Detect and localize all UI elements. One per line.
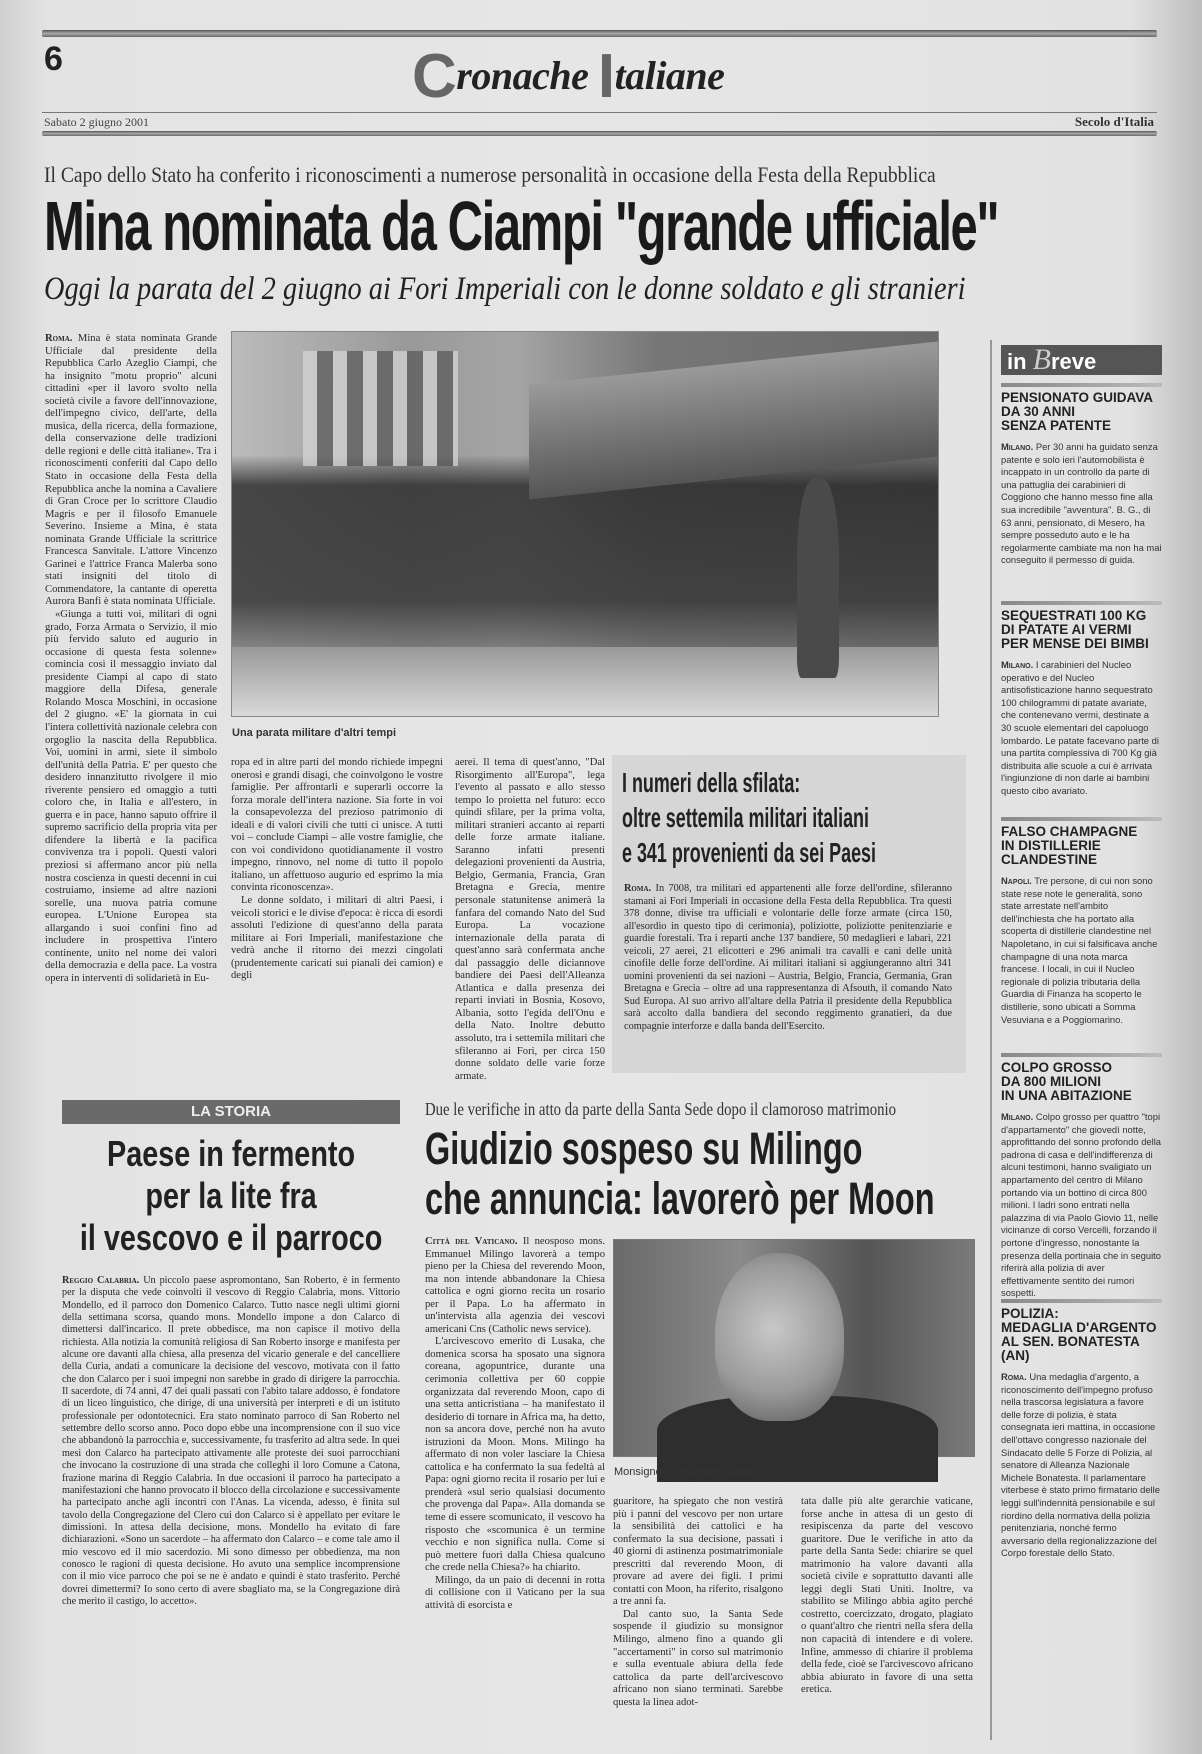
breve-body xyxy=(1001,441,1162,593)
milingo-dateline: Città del Vaticano. xyxy=(425,1236,518,1247)
newspaper-name: Secolo d'Italia xyxy=(1074,114,1154,129)
numbers-dateline: Roma. xyxy=(624,883,652,894)
breve-text: Tre persone, di cui non sono state rese note le generalità, sono state arrestate nell'ambito dell'inchiesta che ha portato alla scoperta di distillerie clandestine nel Napoletano, in cui si falsificava anche champagne di una nota marca francese. I locali, in cui il Nucleo regionale di polizia tributaria della Guardia di Finanza ha scoperto le distillerie, sono ubicati a Somma Vesuviana e a Poggiomarino. xyxy=(1001,875,1158,1025)
lead-column-3 xyxy=(455,757,605,1082)
breve-item xyxy=(1001,383,1162,593)
masthead-word-1: ronache xyxy=(456,53,598,98)
breve-rule xyxy=(1001,383,1162,387)
breve-item xyxy=(1001,601,1162,809)
breve-item xyxy=(1001,1053,1162,1299)
milingo-photo xyxy=(613,1239,975,1457)
header-bottom-rule xyxy=(42,131,1157,136)
milingo-col1-text: Il neosposo mons. Emmanuel Milingo lavorerà a tempo pieno per la Chiesa del reverendo Moon, ma non intende abbandonare la Chiesa cattolica e ogni giorno recita un rosario per il Papa. Lo ha affermato in un'intervista alla agenzia dei vescovi americani Cns (Catholic news service). xyxy=(425,1236,606,1335)
numbers-para xyxy=(624,883,952,1033)
lead-column-1 xyxy=(45,333,217,1073)
lead-col1-para xyxy=(45,333,217,609)
numbers-headline-line: oltre settemila militari italiani xyxy=(622,802,869,833)
issue-date: Sabato 2 giugno 2001 xyxy=(44,115,149,129)
breve-dateline: Milano. xyxy=(1001,659,1034,670)
photo-figure-head xyxy=(715,1253,845,1421)
masthead-cap-i: I xyxy=(597,42,615,111)
breve-headline: SEQUESTRATI 100 KG DI PATATE AI VERMI PER MENSE DEI BIMBI xyxy=(1001,608,1149,651)
story-text: Un piccolo paese aspromontano, San Roberto, è in fermento per la disputa che vede coinvolti il vescovo di Reggio Calabria, mons. Vittorio Mondello, ed il parroco don Domenico Calarco. Tutto nasce negli ultimi giorni della settimana scorsa, quando mons. Mondello impone a don Calarco di dimettersi dall'incarico. Il prete obbedisce, ma non capisce il motivo della richiesta. Alla notizia la comunità religiosa di San Roberto insorge e manifesta per alcune ore davanti alla chiesa, alla presenza del vicario generale e del cancelliere della Curia, andati a comunicare la decisione del vescovo, motivata con il fatto che don Calarco per i suoi impegni non sarebbe in grado di dirigere la parrocchia. Il sacerdote, di 74 anni, 47 dei quali passati con l'abito talare addosso, è fondatore di un liceo linguistico, che dirige, di una università per interpreti e di un istituto professionale per odontotecnici. Era stato nominato parroco di San Roberto nel settembre dello scorso anno. Poco dopo ebbe una incomprensione con il suo vice che abbandonò la parrocchia e, successivamente, fu trasferito ad altra sede. In quei mesi don Calarco ha partecipato attivamente alle proteste dei suoi parrocchiani che invocano la costruzione di una strada che colleghi il loro Comune a Catona, frazione marina di Reggio Calabria. In due occasioni il parroco ha partecipato a manifestazioni che hanno provocato il blocco della circolazione e successivamente ha partecipato anche agli incontri con l'Anas. La vicenda, adesso, è finita sul tavolo della Congregazione del Clero cui don Calarco si è appellato per evitare le dimissioni. In attesa della decisione, mons. Mondello ha evitato di fare dichiarazioni. «Sono un sacerdote – ha affermato don Calarco – e come tale amo il mio vescovo ed il mio sacerdozio. Mi sono dimesso per obbedienza, ma non conosco le ragioni di questa decisione. Ho avuto una semplice incomprensione con il mio vice parroco che poi se ne è andato e quindi è stato trasferito. Perché dovrei dimettermi? Io sono certo di avere sbagliato ma, se la Congregazione dirà che merito il castigo, lo accetto». xyxy=(62,1275,400,1607)
lead-kicker: Il Capo dello Stato ha conferito i riconoscimenti a numerose personalità in occasione della Festa della Repubblica xyxy=(44,162,936,187)
breve-rule xyxy=(1001,601,1162,605)
lead-col2-para: ropa ed in altre parti del mondo richiede impegni onerosi e grandi disagi, che coinvolgono le vostre famiglie. Per affrontarli e superarli occorre la forza morale dell'intera nazione. Sia forte in voi la consapevolezza del prezioso patrimonio di ideali e di valori civili che tutti ci unisce. A tutti voi – conclude Ciampi – alle vostre famiglie, che con voi condividono quotidianamente il vostro impegno, rinnovo, nel nome di tutto il popolo italiano, un affettuoso augurio ed esprimo la mia convinta riconoscenza». xyxy=(231,757,443,894)
milingo-kicker: Due le verifiche in atto da parte della Santa Sede dopo il clamoroso matrimonio xyxy=(425,1099,896,1119)
in-breve-cap: B xyxy=(1032,343,1051,376)
lead-col2-para: Le donne soldato, i militari di altri Paesi, i veicoli storici e le divise d'epoca: è ricca di esordi assoluti l'edizione di quest'anno della parata militare ai Fori Imperiali, manifestazione che vedrà anche il ritorno dei mezzi cingolati (prudentemente caricati sui pianali dei camion) e degli xyxy=(231,895,443,982)
breve-body xyxy=(1001,875,1162,1045)
in-breve-rest: reve xyxy=(1051,349,1097,374)
milingo-col3-para: tata dalle più alte gerarchie vaticane, forse anche in attesa di un gesto di resipiscenza da parte del vescovo guaritore. Due le verifiche in atto da parte della Santa Sede: chiarire se quel matrimonio ha valore davanti alla società civile e soprattutto davanti alle leggi degli Stati Uniti. Inoltre, va stabilito se Milingo abbia agito perché costretto, coercizzato, drogato, plagiato o quant'altro che rientri nella sfera della non capacità di intendere e di volere. Infine, ammesso di chiarire il problema della fede, cioè se l'arcivescovo africano abbia abiurato in favore di una setta eretica. xyxy=(801,1496,973,1696)
top-rule xyxy=(42,30,1157,37)
masthead-word-2: taliane xyxy=(614,53,725,98)
parade-photo-caption: Una parata militare d'altri tempi xyxy=(232,727,396,739)
story-dateline: Reggio Calabria. xyxy=(62,1275,140,1286)
breve-text: Per 30 anni ha guidato senza patente e solo ieri l'automobilista è incappato in un controllo da parte di una pattuglia dei carabinieri di Coggiono che hanno messo fine alla sua incredibile "avventura". B. G., di 63 anni, pensionato, di Mesero, ha sempre posseduto auto e le ha regolarmente cambiate ma non ha mai conseguito il permesso di guida. xyxy=(1001,441,1162,566)
lead-subhead: Oggi la parata del 2 giugno ai Fori Imperiali con le donne soldato e gli stranieri xyxy=(44,271,966,307)
numbers-headline-line: I numeri della sfilata: xyxy=(622,767,801,798)
milingo-column-2 xyxy=(613,1496,783,1706)
breve-dateline: Roma. xyxy=(1001,1371,1027,1382)
lead-col1-text: Mina è stata nominata Grande Ufficiale dal presidente della Repubblica Carlo Azeglio Ciampi, che ha insignito "motu proprio" alcuni cittadini «per il lavoro svolto nella società civile a favore dell'innovazione, dell'impegno civico, dell'arte, della musica, della ricerca, della formazione, della conservazione delle tradizioni delle regioni e delle città italiane». Tra i riconoscimenti conferiti dal Capo dello Stato in occasione della Festa della Repubblica anche la nomina a Cavaliere di Gran Croce per lo scrittore Claudio Magris e per il filosofo Emanuele Severino. Insieme a Mina, è stata nominata Grande Ufficiale la scrittrice Francesca Sanvitale. L'attore Vincenzo Garinei e l'attrice Franca Malerba sono stati insigniti del titolo di Commendatore, la cantante di operetta Aurora Banfi è stata nominata Ufficiale. xyxy=(45,333,218,608)
numbers-box xyxy=(612,755,966,1073)
milingo-column-1 xyxy=(425,1236,605,1706)
milingo-col1-para xyxy=(425,1236,605,1336)
breve-item xyxy=(1001,817,1162,1045)
milingo-headline xyxy=(425,1124,935,1224)
lead-col3-para: aerei. Il tema di quest'anno, "Dal Risorgimento all'Europa", lega l'evento al passato e allo stesso tempo lo proietta nel futuro: ecco quindi sfilare, per la prima volta, militari stranieri accanto ai reparti delle forze armate italiane. Saranno infatti presenti delegazioni provenienti da Austria, Belgio, Germania, Francia, Gran Bretagna e Grecia, mentre personale statunitense animerà la fanfara del comando Nato del Sud Europa. La vocazione internazionale della parata di quest'anno sarà confermata anche dal passaggio delle diciannove bandiere dei Paesi dell'Alleanza Atlantica e dalla presenza dei reparti inviati in Bosnia, Kosovo, Albania, sotto l'egida dell'Onu e della Nato. Inoltre debutto assoluto, tra i settemila militari che sfileranno ai Fori, per circa 150 donne soldato delle varie forze armate. xyxy=(455,757,605,1082)
breve-body xyxy=(1001,1111,1162,1299)
breve-headline: FALSO CHAMPAGNE IN DISTILLERIE CLANDESTINE xyxy=(1001,824,1138,867)
breve-dateline: Milano. xyxy=(1001,1111,1034,1122)
photo-officer xyxy=(797,478,839,678)
breve-rule xyxy=(1001,1053,1162,1057)
story-para xyxy=(62,1275,400,1608)
breve-text: Una medaglia d'argento, a riconoscimento dell'impegno profuso nella trascorsa legislatura a favore delle forze di polizia, è stata consegnata ieri mattina, in occasione dell'ottavo congresso nazionale del Sindacato delle 5 Forze di Polizia, al senatore di Alleanza Nazionale Michele Bonatesta. Il parlamentare viterbese è stato primo firmatario delle leggi sull'indennità pensionabile e sul riordino della normativa della polizia penitenziaria, nonché fermo avversario della regionalizzazione del Corpo forestale dello Stato. xyxy=(1001,1371,1160,1559)
milingo-col1-para: Milingo, da un paio di decenni in rotta di collisione con il Vaticano per la sua attività di esorcista e xyxy=(425,1574,605,1611)
la-storia-tag: LA STORIA xyxy=(62,1100,400,1124)
milingo-photo-caption: Monsignor Emmanuel Milingo xyxy=(614,1466,759,1478)
breve-dateline: Napoli. xyxy=(1001,875,1032,886)
story-body xyxy=(62,1275,400,1703)
numbers-headline-line: e 341 provenienti da sei Paesi xyxy=(622,837,876,868)
story-headline-line: il vescovo e il parroco xyxy=(79,1217,383,1258)
page-number: 6 xyxy=(44,40,63,78)
story-headline-line: per la lite fra xyxy=(145,1175,317,1216)
numbers-headline xyxy=(622,765,876,870)
breve-dateline: Milano. xyxy=(1001,441,1034,452)
section-masthead xyxy=(412,44,724,109)
header-rule xyxy=(42,112,1157,113)
milingo-column-3 xyxy=(801,1496,973,1706)
milingo-headline-line: Giudizio sospeso su Milingo xyxy=(425,1123,863,1174)
numbers-body xyxy=(624,883,952,1065)
breve-headline: PENSIONATO GUIDAVA DA 30 ANNI SENZA PATENTE xyxy=(1001,390,1154,433)
breve-body xyxy=(1001,1371,1162,1601)
breve-headline: COLPO GROSSO DA 800 MILIONI IN UNA ABITAZIONE xyxy=(1001,1060,1132,1103)
breve-text: I carabinieri del Nucleo operativo e del Nucleo antisofisticazione hanno sequestrato 100 chilogrammi di patate avariate, che contenevano vermi, destinate a 30 scuole elementari del capoluogo lombardo. Le patate facevano parte di una partita complessiva di 700 Kg già distribuita alle scuole a cui è arrivata l'ingiunzione di non darle ai bambini questo cibo avariato. xyxy=(1001,659,1159,796)
in-breve-header xyxy=(1001,345,1162,375)
milingo-col1-para: L'arcivescovo emerito di Lusaka, che domenica scorsa ha sposato una signora coreana, agopuntrice, durante una cerimonia collettiva per 60 coppie organizzata dal reverendo Moon, capo di una setta anticristiana – ha manifestato il desiderio di tornare in Africa ma, ha detto, non sa ancora dove, perché non ha avuto istruzioni da Moon. Mons. Milingo ha affermato di non voler lasciare la Chiesa cattolica e ha confermato la sua fedeltà al Papa: ogni giorno recita il rosario per lui e prenderà «sul serio qualsiasi documento che provenga dal Papa». Alla domanda se teme di essere scomunicato, il vescovo ha risposto che «scomunica è un termine vecchio e non significa nulla. Come si può mettere fuori dalla Chiesa qualcuno che crede nella Chiesa?» ha chiarito. xyxy=(425,1336,605,1574)
in-breve-in: in xyxy=(1007,349,1033,374)
story-headline-line: Paese in fermento xyxy=(106,1133,356,1174)
milingo-col2-para: Dal canto suo, la Santa Sede sospende il giudizio su monsignor Milingo, almeno fino a quando gli "accertamenti" in corso sul matrimonio e sulla eventuale abiura della fede cattolica da parte dell'arcivescovo africano non siano terminati. Sarebbe questa la linea adot- xyxy=(613,1608,783,1708)
in-breve-sidebar xyxy=(990,340,1162,1740)
breve-body xyxy=(1001,659,1162,809)
photo-grandstand xyxy=(529,341,938,499)
parade-photo xyxy=(231,331,939,717)
milingo-headline-line: che annuncia: lavorerò per Moon xyxy=(425,1173,935,1224)
lead-dateline: Roma. xyxy=(45,333,73,344)
breve-rule xyxy=(1001,817,1162,821)
masthead-cap-c: C xyxy=(412,42,457,111)
breve-item xyxy=(1001,1299,1162,1601)
lead-headline: Mina nominata da Ciampi "grande ufficiale" xyxy=(44,187,999,265)
breve-headline: POLIZIA: MEDAGLIA D'ARGENTO AL SEN. BONATESTA (AN) xyxy=(1001,1306,1157,1363)
lead-col1-para: «Giunga a tutti voi, militari di ogni grado, Forza Armata o Servizio, il mio più fervido saluto ed augurio in occasione di questa festa solenne» comincia così il messaggio inviato dal presidente Ciampi al capo di stato maggiore della Difesa, generale Rolando Mosca Moschini, in occasione del 2 giugno. «E' la giornata in cui l'intera collettività nazionale celebra con orgoglio la nascita della Repubblica. Voi, uomini in armi, siete il simbolo dell'unità della Patria. E' per questo che desidero innanzitutto rivolgere il mio riverente pensiero ed omaggio a tutti coloro che, in Italia e all'estero, in guerra e in pace, hanno saputo offrire il supremo sacrificio della propria vita per difendere la libertà e la pacifica convivenza tra i popoli. Questi valori preziosi si affermano ancor più nella nostra coscienza in questi decenni in cui costruiamo, insieme ad altre nazioni sorelle, una nuova patria comune europea. L'Unione Europea sta allargando i suoi confini fino ad includere in prospettiva l'intero continente, unito nel nome dei valori della democrazia e della pace. La vostra opera in interventi di solidarietà in Eu- xyxy=(45,609,217,984)
milingo-col2-para: guaritore, ha spiegato che non vestirà più i panni del vescovo per non urtare la sensibilità dei cattolici e ha confermato la sua decisione, passati i 40 giorni di astinenza postmatrimoniale prescritti dal reverendo Moon, di provare ad avere dei figli. I primi contatti con Moon, ha riferito, risalgono a tre anni fa. xyxy=(613,1496,783,1608)
photo-arches xyxy=(303,351,458,466)
numbers-text: In 7008, tra militari ed appartenenti alle forze dell'ordine, sfileranno stamani ai Fori Imperiali in occasione della Festa della Repubblica. Tra questi 378 donne, divise tra ufficiali e volontarie delle forze armate (circa 150, all'esordio in questo tipo di cerimonia), poliziotte, poliziotte penitenziarie e guardie forestali. Tra i reparti anche 137 bandiere, 50 medaglieri e labari, 221 veicoli, 27 aerei, 21 elicotteri e 296 animali tra cavalli e cani delle unità cinofile delle forze dell'ordine. Ai militari italiani si aggiungeranno altri 341 uomini provenienti da sei nazioni – Austria, Belgio, Francia, Germania, Gran Bretagna e Grecia – oltre ad una rappresentanza di Afsouth, il comando Nato Sud Europa. Al suo arrivo all'altare della Patria il presidente della Repubblica sarà accolto dalla bandiera del secondo reggimento granatieri, da due compagnie interforze e dalla banda dell'Esercito. xyxy=(624,883,952,1032)
lead-column-2 xyxy=(231,757,443,1073)
breve-text: Colpo grosso per quattro "topi d'appartamento" che giovedì notte, approfittando del sonno profondo della padrona di casa e dell'indifferenza di alcuni testimoni, hanno svaligiato un appartamento del centro di Milano portando via un bottino di circa 800 milioni. I ladri sono entrati nella palazzina di via Paolo Giovio 11, nelle vicinanze di corso Vercelli, forzando il portone d'ingresso, nonostante la presenza della portinaia che in seguito riferirà alla polizia di aver effettivamente sentito dei rumori sospetti. xyxy=(1001,1111,1162,1299)
story-headline xyxy=(62,1133,400,1259)
